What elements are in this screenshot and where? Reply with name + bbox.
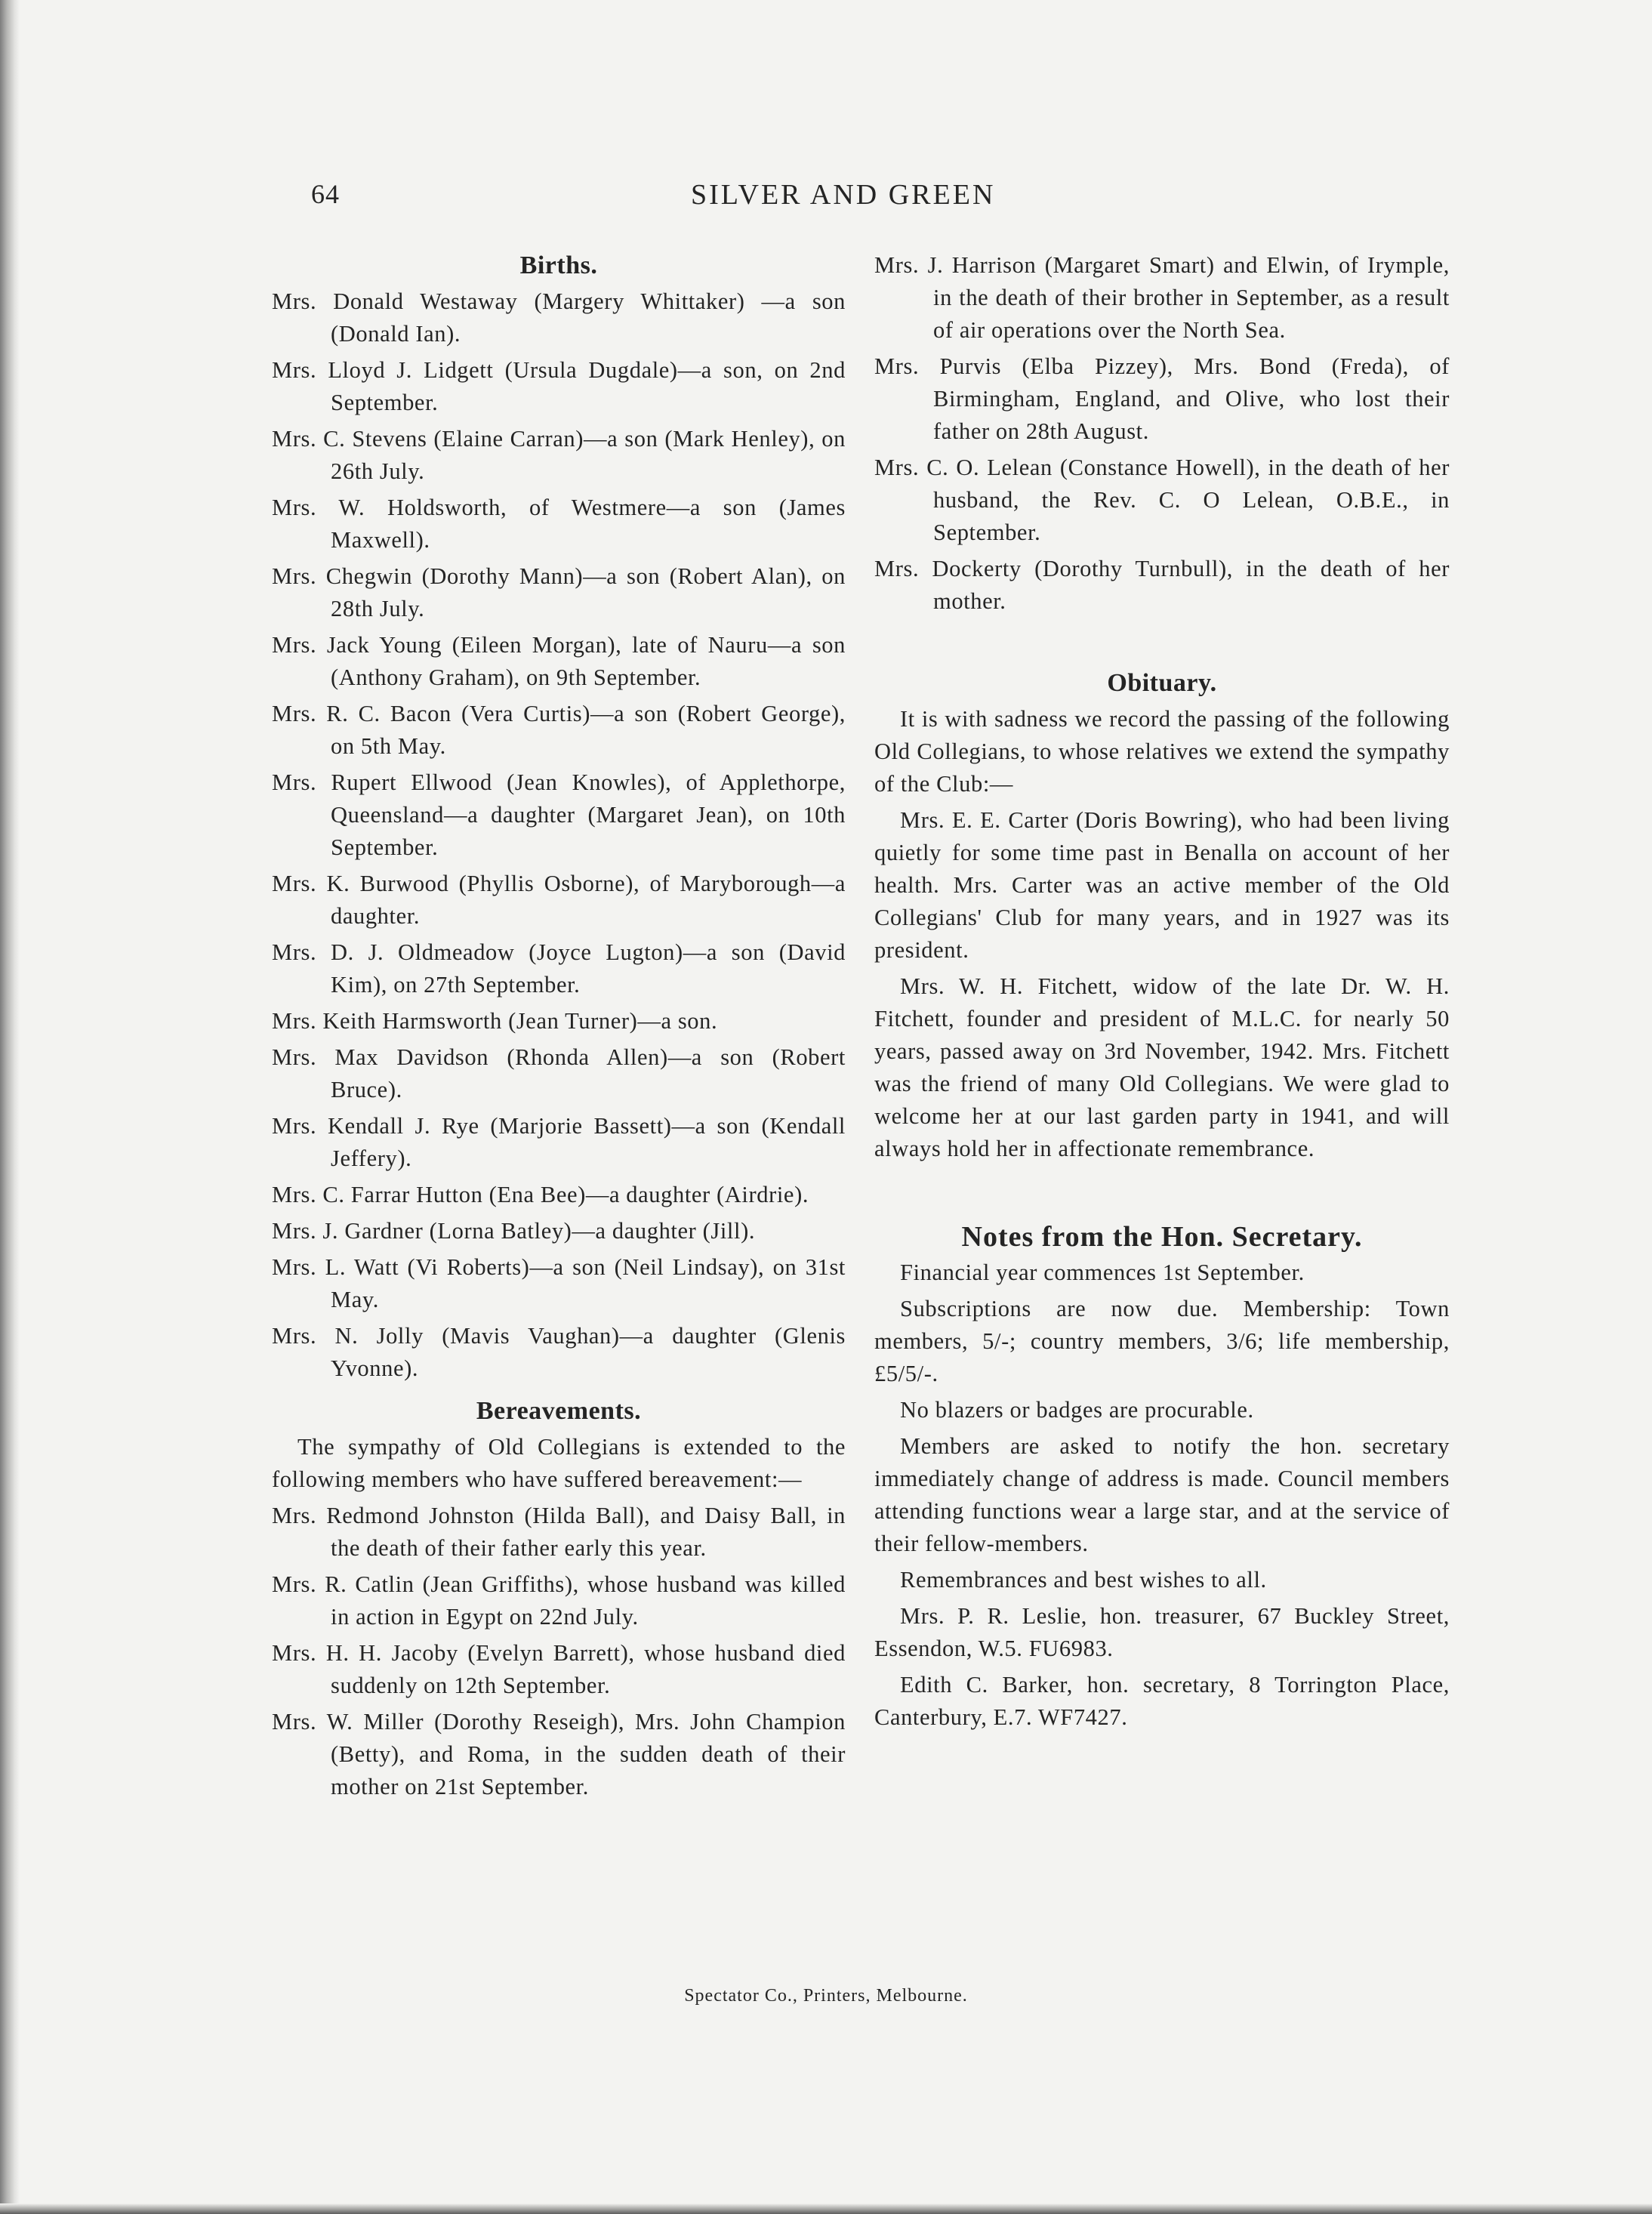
notes-body [874,1257,1450,1734]
binding-shadow [0,0,20,2214]
printer-credit: Spectator Co., Printers, Melbourne. [684,1986,968,2006]
bereavements-list-right [874,249,1450,618]
bereavements-list-left [272,1500,846,1803]
notes-paragraph: Members are asked to notify the hon. secretary immediately change of address is made. Council members attending functions wear a large star, and at the service of their fellow-members. [874,1433,1450,1556]
bereavement-entry: Mrs. J. Harrison (Margaret Smart) and Elwin, of Irymple, in the death of their brother in September, as a result of air operations over the North Sea. [874,252,1450,343]
births-list [272,285,846,1385]
obituary-paragraph: Mrs. W. H. Fitchett, widow of the late Dr. W. H. Fitchett, founder and president of M.L.C. for nearly 50 years, passed away on 3rd November, 1942. Mrs. Fitchett was the friend of many Old Collegians. We were glad to welcome her at our last garden party in 1941, and will always hold her in affectionate remembrance. [874,973,1450,1161]
birth-entry: Mrs. J. Gardner (Lorna Batley)—a daughter (Jill). [272,1218,756,1244]
birth-entry: Mrs. N. Jolly (Mavis Vaughan)—a daughter (Glenis Yvonne). [272,1323,846,1381]
obituary-heading: Obituary. [1107,669,1217,697]
births-heading: Births. [519,251,598,279]
birth-entry: Mrs. Lloyd J. Lidgett (Ursula Dugdale)—a son, on 2nd September. [272,357,846,415]
bereavement-entry: Mrs. W. Miller (Dorothy Reseigh), Mrs. John Champion (Betty), and Roma, in the sudden death of their mother on 21st September. [272,1709,846,1799]
bereavement-entry: Mrs. R. Catlin (Jean Griffiths), whose husband was killed in action in Egypt on 22nd July. [272,1571,846,1630]
birth-entry: Mrs. C. Farrar Hutton (Ena Bee)—a daughter (Airdrie). [272,1182,809,1207]
notes-heading: Notes from the Hon. Secretary. [961,1221,1363,1253]
birth-entry: Mrs. R. C. Bacon (Vera Curtis)—a son (Robert George), on 5th May. [272,701,846,759]
birth-entry: Mrs. D. J. Oldmeadow (Joyce Lugton)—a son (David Kim), on 27th September. [272,939,846,998]
birth-entry: Mrs. Kendall J. Rye (Marjorie Bassett)—a son (Kendall Jeffery). [272,1113,846,1171]
bereavements-heading: Bereavements. [476,1397,642,1425]
bereavement-entry: Mrs. Purvis (Elba Pizzey), Mrs. Bond (Freda), of Birmingham, England, and Olive, who lost their father on 28th August. [874,353,1450,444]
obituary-paragraph: Mrs. E. E. Carter (Doris Bowring), who had been living quietly for some time past in Benalla on account of her health. Mrs. Carter was an active member of the Old Collegians' Club for many years, and in 1927 was its president. [874,807,1450,963]
obituary-paragraph: It is with sadness we record the passing of the following Old Collegians, to whose relatives we extend the sympathy of the Club:— [874,706,1450,797]
obituary-body [874,703,1450,1165]
birth-entry: Mrs. C. Stevens (Elaine Carran)—a son (Mark Henley), on 26th July. [272,426,846,484]
bereavement-entry: Mrs. C. O. Lelean (Constance Howell), in the death of her husband, the Rev. C. O Lelean, O.B.E., in September. [874,455,1450,545]
birth-entry: Mrs. Donald Westaway (Margery Whittaker) —a son (Donald Ian). [272,288,846,347]
notes-paragraph: Mrs. P. R. Leslie, hon. treasurer, 67 Buckley Street, Essendon, W.5. FU6983. [874,1603,1450,1661]
birth-entry: Mrs. Chegwin (Dorothy Mann)—a son (Robert Alan), on 28th July. [272,563,846,621]
right-column [874,249,1450,1738]
running-title: SILVER AND GREEN [691,179,996,211]
birth-entry: Mrs. K. Burwood (Phyllis Osborne), of Maryborough—a daughter. [272,871,846,929]
bereavement-entry: Mrs. Dockerty (Dorothy Turnbull), in the death of her mother. [874,556,1450,614]
page-edge-shadow [0,2203,1652,2214]
birth-entry: Mrs. Keith Harmsworth (Jean Turner)—a son. [272,1008,718,1034]
bereavements-intro: The sympathy of Old Collegians is extended to the following members who have suffered bereavement:— [272,1434,846,1492]
birth-entry: Mrs. Max Davidson (Rhonda Allen)—a son (Robert Bruce). [272,1044,846,1102]
notes-paragraph: Edith C. Barker, hon. secretary, 8 Torrington Place, Canterbury, E.7. WF7427. [874,1672,1450,1730]
notes-paragraph: Financial year commences 1st September. [900,1260,1305,1285]
birth-entry: Mrs. Rupert Ellwood (Jean Knowles), of Applethorpe, Queensland—a daughter (Margaret Jean), on 10th September. [272,769,846,860]
birth-entry: Mrs. L. Watt (Vi Roberts)—a son (Neil Lindsay), on 31st May. [272,1254,846,1312]
bereavement-entry: Mrs. H. H. Jacoby (Evelyn Barrett), whose husband died suddenly on 12th September. [272,1640,846,1698]
notes-paragraph: Subscriptions are now due. Membership: Town members, 5/-; country members, 3/6; life membership, £5/5/-. [874,1296,1450,1386]
page-number: 64 [311,179,340,209]
birth-entry: Mrs. Jack Young (Eileen Morgan), late of Nauru—a son (Anthony Graham), on 9th September. [272,632,846,690]
left-column [272,249,846,1807]
bereavement-entry: Mrs. Redmond Johnston (Hilda Ball), and Daisy Ball, in the death of their father early this year. [272,1503,846,1561]
notes-paragraph: Remembrances and best wishes to all. [900,1567,1267,1593]
birth-entry: Mrs. W. Holdsworth, of Westmere—a son (James Maxwell). [272,495,846,553]
notes-paragraph: No blazers or badges are procurable. [900,1397,1254,1423]
